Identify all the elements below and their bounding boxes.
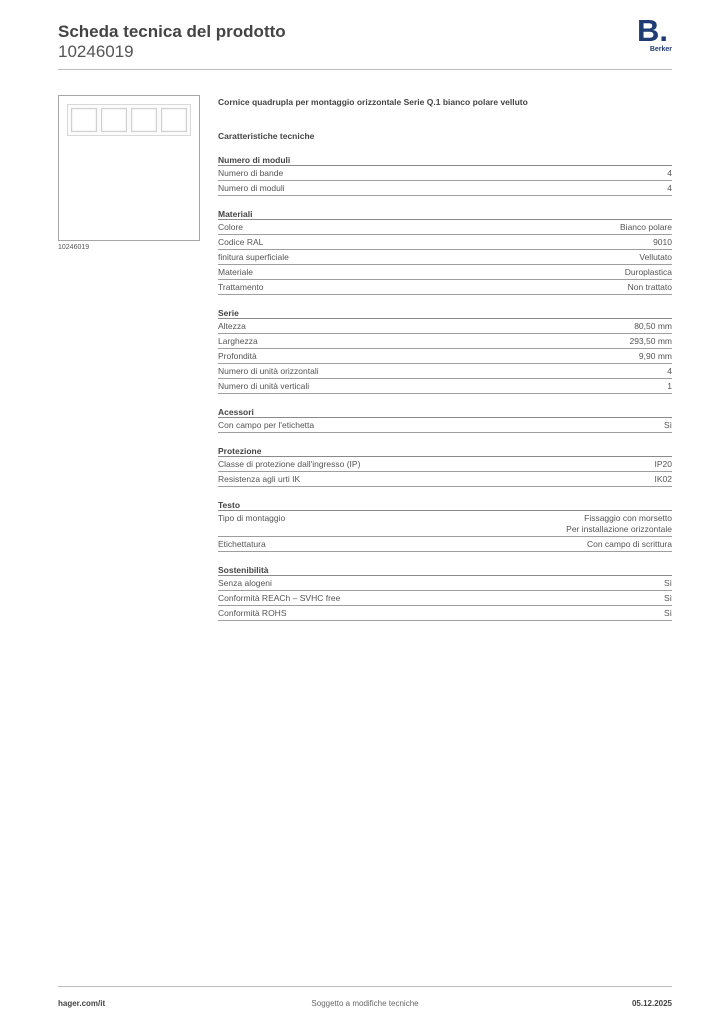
spec-value xyxy=(667,366,672,377)
spec-label: Classe di protezione dall'ingresso (IP) xyxy=(218,459,361,469)
spec-row xyxy=(218,235,672,250)
spec-value xyxy=(620,222,672,233)
section-title: Materiali xyxy=(218,209,672,220)
spec-content xyxy=(218,95,672,621)
spec-label: finitura superficiale xyxy=(218,252,289,262)
spec-value-line: 4 xyxy=(667,366,672,376)
spec-value-line: Sì xyxy=(663,593,672,603)
spec-value xyxy=(664,608,672,619)
spec-value-line: Non trattato xyxy=(627,282,672,292)
frame-cell xyxy=(131,108,157,132)
spec-value-line: Sì xyxy=(663,420,672,430)
features-title: Caratteristiche tecniche xyxy=(218,131,315,141)
frame-illustration xyxy=(67,104,191,136)
spec-row xyxy=(218,576,672,591)
spec-label: Conformità ROHS xyxy=(218,608,287,618)
spec-value-line: 1 xyxy=(667,381,672,391)
spec-label: Con campo per l'etichetta xyxy=(218,420,315,430)
spec-row xyxy=(218,349,672,364)
spec-label: Profondità xyxy=(218,351,257,361)
spec-value xyxy=(639,351,672,362)
spec-row xyxy=(218,364,672,379)
section-title: Acessori xyxy=(218,407,672,418)
spec-label: Resistenza agli urti IK xyxy=(218,474,301,484)
spec-value xyxy=(629,336,672,347)
spec-section xyxy=(218,565,672,621)
spec-section xyxy=(218,407,672,433)
spec-value xyxy=(634,321,672,332)
frame-cell xyxy=(71,108,97,132)
section-title: Numero di moduli xyxy=(218,155,672,166)
footer-date: 05.12.2025 xyxy=(631,999,672,1008)
spec-label: Codice RAL xyxy=(218,237,264,247)
product-code: 10246019 xyxy=(58,42,134,61)
spec-value xyxy=(664,420,672,431)
spec-value xyxy=(655,459,673,470)
spec-value xyxy=(655,474,673,485)
spec-label: Tipo di montaggio xyxy=(218,513,286,523)
spec-section xyxy=(218,446,672,487)
spec-row xyxy=(218,265,672,280)
spec-value-line: IP20 xyxy=(654,459,672,469)
spec-value-line: 9,90 mm xyxy=(638,351,672,361)
spec-row xyxy=(218,537,672,552)
logo-text: Berker xyxy=(649,46,672,53)
spec-value-line: 9010 xyxy=(653,237,672,247)
spec-label: Trattamento xyxy=(218,282,264,292)
spec-row xyxy=(218,166,672,181)
spec-row xyxy=(218,511,672,537)
spec-row xyxy=(218,334,672,349)
spec-value-line: 4 xyxy=(667,168,672,178)
spec-row xyxy=(218,379,672,394)
berker-logo xyxy=(637,13,672,56)
spec-value xyxy=(667,168,672,179)
spec-label: Colore xyxy=(218,222,244,232)
spec-row xyxy=(218,181,672,196)
spec-sections xyxy=(218,155,672,621)
spec-label: Altezza xyxy=(218,321,246,331)
section-title: Testo xyxy=(218,500,672,511)
spec-section xyxy=(218,155,672,196)
spec-value-line: 4 xyxy=(667,183,672,193)
spec-value-line: Vellutato xyxy=(639,252,672,262)
spec-value-line: Per installazione orizzontale xyxy=(566,524,672,534)
page-footer xyxy=(58,986,672,1010)
spec-label: Materiale xyxy=(218,267,253,277)
spec-label: Conformità REACh – SVHC free xyxy=(218,593,341,603)
spec-row xyxy=(218,606,672,621)
spec-value xyxy=(653,237,672,248)
spec-value-line: Sì xyxy=(663,578,672,588)
spec-value-line: Duroplastica xyxy=(624,267,672,277)
frame-cell xyxy=(101,108,127,132)
spec-value xyxy=(639,252,672,263)
spec-value xyxy=(667,183,672,194)
spec-value-line: Bianco polare xyxy=(620,222,672,232)
product-name: Cornice quadrupla per montaggio orizzontale Serie Q.1 bianco polare velluto xyxy=(218,97,528,107)
frame-cell xyxy=(161,108,187,132)
spec-label: Etichettatura xyxy=(218,539,266,549)
spec-row xyxy=(218,472,672,487)
spec-section xyxy=(218,500,672,552)
spec-label: Larghezza xyxy=(218,336,258,346)
spec-row xyxy=(218,319,672,334)
product-image xyxy=(58,95,200,241)
spec-row xyxy=(218,418,672,433)
page-header xyxy=(58,13,672,70)
spec-value xyxy=(664,578,672,589)
spec-section xyxy=(218,209,672,295)
spec-value-line: IK02 xyxy=(654,474,672,484)
spec-value-line: Fissaggio con morsetto xyxy=(584,513,672,523)
spec-label: Numero di bande xyxy=(218,168,284,178)
spec-value xyxy=(625,267,672,278)
section-title: Sostenibilità xyxy=(218,565,672,576)
logo-mark: B. xyxy=(637,13,668,48)
footer-website[interactable]: hager.com/it xyxy=(58,999,106,1008)
spec-label: Numero di unità orizzontali xyxy=(218,366,319,376)
image-caption: 10246019 xyxy=(58,244,90,251)
spec-value xyxy=(628,282,672,293)
spec-row xyxy=(218,280,672,295)
spec-value xyxy=(566,513,672,535)
page-title: Scheda tecnica del prodotto xyxy=(58,22,286,41)
spec-value-line: Sì xyxy=(663,608,672,618)
spec-value xyxy=(587,539,672,550)
section-title: Serie xyxy=(218,308,672,319)
spec-row xyxy=(218,591,672,606)
footer-note: Soggetto a modifiche tecniche xyxy=(311,999,419,1008)
spec-value-line: 293,50 mm xyxy=(629,336,672,346)
spec-section xyxy=(218,308,672,394)
spec-label: Senza alogeni xyxy=(218,578,272,588)
spec-value xyxy=(667,381,672,392)
spec-label: Numero di unità verticali xyxy=(218,381,310,391)
section-title: Protezione xyxy=(218,446,672,457)
spec-row xyxy=(218,457,672,472)
spec-value-line: 80,50 mm xyxy=(634,321,672,331)
spec-value-line: Con campo di scrittura xyxy=(586,539,672,549)
spec-value xyxy=(664,593,672,604)
spec-label: Numero di moduli xyxy=(218,183,285,193)
spec-row xyxy=(218,250,672,265)
spec-row xyxy=(218,220,672,235)
